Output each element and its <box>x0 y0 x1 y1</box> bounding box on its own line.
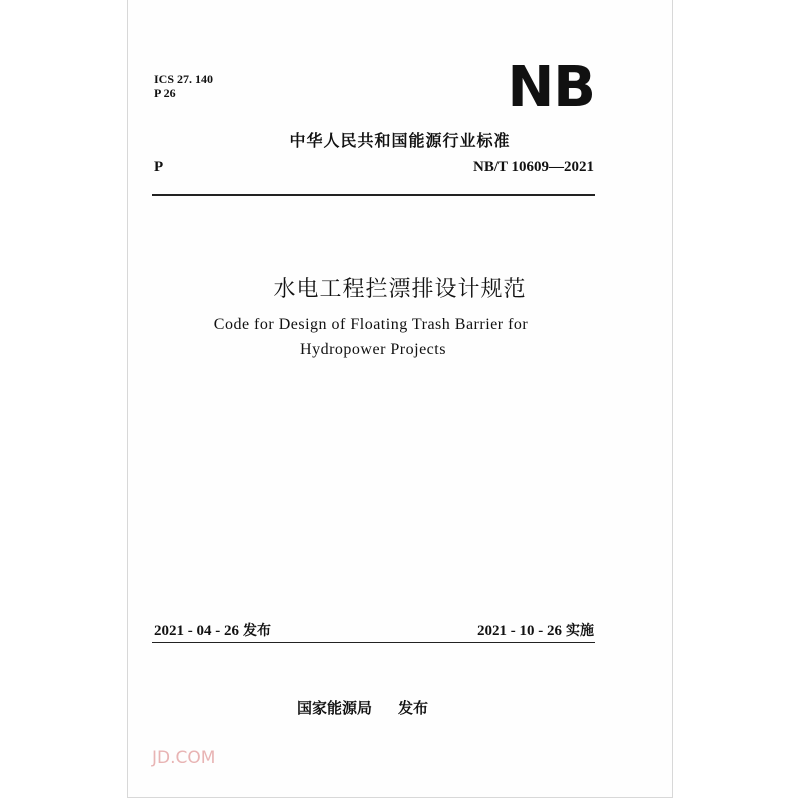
implementation-label: 实施 <box>566 623 594 639</box>
standard-number: NB/T 10609—2021 <box>473 159 594 175</box>
issuing-authority: 国家能源局 <box>297 699 373 717</box>
ics-code-block <box>154 72 213 100</box>
title-english-line-2: Hydropower Projects <box>300 341 446 358</box>
implementation-date-block <box>477 620 594 640</box>
issue-label: 发布 <box>243 623 271 639</box>
footer-divider <box>152 642 595 643</box>
p-code: P 26 <box>154 86 176 100</box>
classification-letter: P <box>154 159 164 175</box>
nb-logo: NB <box>507 55 595 120</box>
jd-watermark: JD.COM <box>152 748 216 768</box>
header-divider <box>152 194 595 196</box>
standard-category-title: 中华人民共和国能源行业标准 <box>289 131 511 150</box>
title-chinese: 水电工程拦漂排设计规范 <box>273 276 527 301</box>
issue-date-block <box>154 620 271 640</box>
issue-action: 发布 <box>398 699 429 717</box>
issue-date: 2021 - 04 - 26 <box>154 623 239 639</box>
ics-code: ICS 27. 140 <box>154 72 214 86</box>
issuing-authority-block <box>297 697 428 718</box>
title-english-line-1: Code for Design of Floating Trash Barrier for <box>213 316 529 333</box>
implementation-date: 2021 - 10 - 26 <box>477 623 562 639</box>
